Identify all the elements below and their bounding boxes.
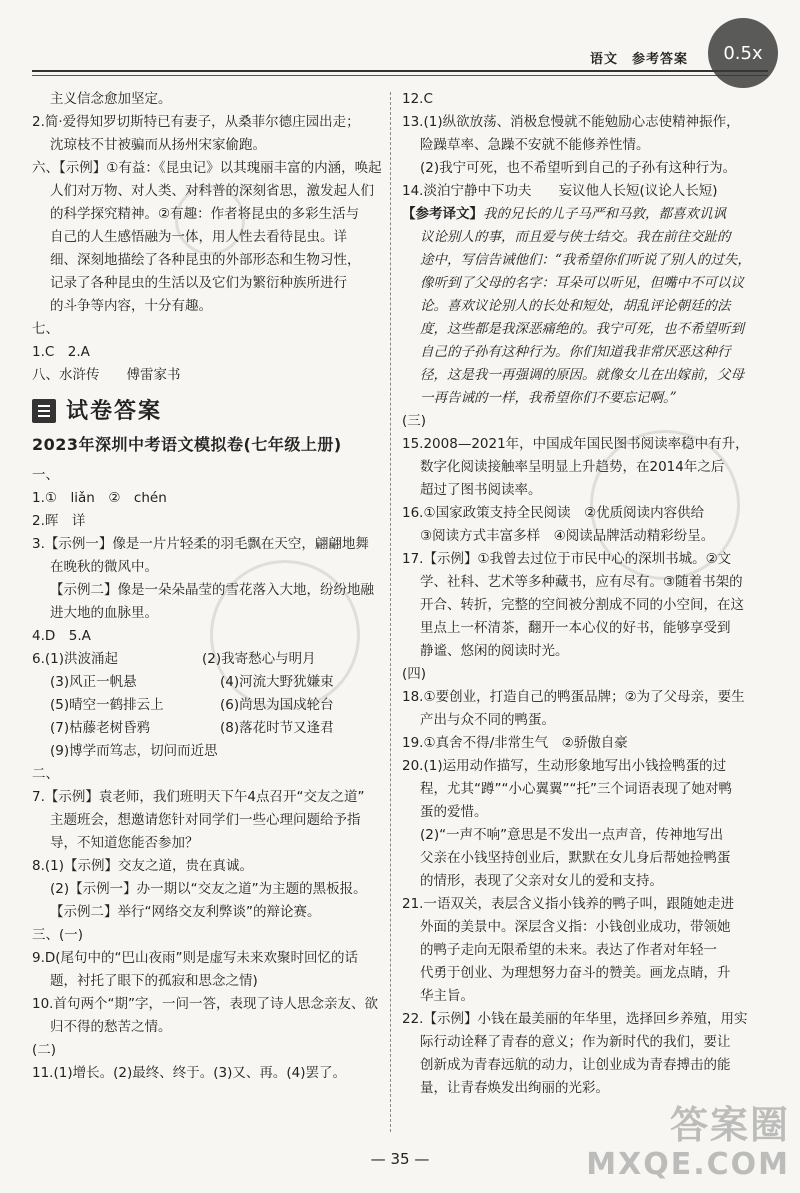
header-text: 语文 参考答案 <box>589 52 688 67</box>
text-line: 12.C <box>402 91 433 107</box>
column-divider <box>390 92 391 1132</box>
text-line: 里点上一杯清茶，翻开一本心仪的好书，能够享受到 <box>420 620 731 636</box>
text-line: (二) <box>32 1042 57 1058</box>
answer-row <box>32 694 382 717</box>
text-line: 二、 <box>32 766 59 782</box>
text-line: 量，让青春焕发出绚丽的光彩。 <box>420 1080 609 1096</box>
text-line: 的情形，表现了父亲对女儿的爱和支持。 <box>420 873 663 889</box>
header-rule <box>32 70 768 72</box>
text-line: 导，不知道您能否参加？ <box>50 835 199 851</box>
translation-line: 像听到了父母的名字：耳朵可以听见，但嘴中不可以议 <box>420 275 744 291</box>
text-line: 18.①要创业，打造自己的鸭蛋品牌；②为了父母亲，要生 <box>402 689 745 705</box>
text-line: 1.C 2.A <box>32 344 90 360</box>
text-line: 程，尤其“蹲”“小心翼翼”“托”三个词语表现了她对鸭 <box>420 781 732 797</box>
exam-title: 2023年深圳中考语文模拟卷(七年级上册) <box>32 435 342 454</box>
translation-line: 论。喜欢议论别人的长处和短处，胡乱评论朝廷的法 <box>420 298 731 314</box>
text-line: (三) <box>402 413 427 429</box>
text-line: 进大地的血脉里。 <box>50 605 158 621</box>
right-column <box>402 88 774 1100</box>
text-line: 【示例二】像是一朵朵晶莹的雪花落入大地，纷纷地融 <box>50 582 374 598</box>
document-icon <box>32 399 56 423</box>
playback-speed-button[interactable]: 0.5x <box>708 18 778 88</box>
section-title: 试卷答案 <box>32 399 382 423</box>
text-line: 20.(1)运用动作描写，生动形象地写出小钱捡鸭蛋的过 <box>402 758 727 774</box>
text-line: 4.D 5.A <box>32 628 91 644</box>
translation-line: 一再告诫的一样，我希望你们不要忘记啊。” <box>420 390 677 406</box>
text-line: ③阅读方式丰富多样 ④阅读品牌活动精彩纷呈。 <box>420 528 715 544</box>
text-line: (2)“一声不响”意思是不发出一点声音，传神地写出 <box>420 827 724 843</box>
left-column <box>32 88 382 1085</box>
text-line: (2)【示例一】办一期以“交友之道”为主题的黑板报。 <box>50 881 367 897</box>
text-line: 三、(一) <box>32 927 84 943</box>
text-line: 2.晖 详 <box>32 513 86 529</box>
text-line: 17.【示例】①我曾去过位于市民中心的深圳书城。②文 <box>402 551 732 567</box>
watermark-logo: 答案圈 MXQE.COM <box>586 1103 790 1182</box>
text-line: (9)博学而笃志，切问而近思 <box>50 743 218 759</box>
text-line: 的科学探究精神。②有趣：作者将昆虫的多彩生活与 <box>50 206 360 222</box>
text-line: 数字化阅读接触率呈明显上升趋势，在2014年之后 <box>420 459 725 475</box>
text-line: 险躁草率、急躁不安就不能修养性情。 <box>420 137 650 153</box>
text-line: 3.【示例一】像是一片片轻柔的羽毛飘在天空，翩翩地舞 <box>32 536 369 552</box>
text-line: 一、 <box>32 467 59 483</box>
translation-block <box>402 203 774 410</box>
text-line: 人们对万物、对人类、对科普的深刻省思，激发起人们 <box>50 183 374 199</box>
left-body-block <box>32 464 382 648</box>
text-line: 华主旨。 <box>420 988 474 1004</box>
text-line: 2.简·爱得知罗切斯特已有妻子，从桑菲尔德庄园出走； <box>32 114 360 130</box>
text-line: 归不得的愁苦之情。 <box>50 1019 172 1035</box>
text-line: (2)我宁可死，也不希望听到自己的子孙有这种行为。 <box>420 160 737 176</box>
right-top-block <box>402 88 774 203</box>
translation-line: 议论别人的事，而且爱与侠士结交。我在前往交趾的 <box>420 229 731 245</box>
right-rest-block <box>402 410 774 1100</box>
text-line: 21.一语双关，表层含义指小钱养的鸭子叫，跟随她走进 <box>402 896 734 912</box>
text-line: 自己的人生感悟融为一体，用人性去看待昆虫。详 <box>50 229 347 245</box>
text-line: 静谧、悠闲的阅读时光。 <box>420 643 569 659</box>
answer-cell: (6)尚思为国戍轮台 <box>220 697 334 713</box>
text-line: 15.2008—2021年，中国成年国民图书阅读率稳中有升， <box>402 436 749 452</box>
text-line: 7.【示例】袁老师，我们班明天下午4点召开“交友之道” <box>32 789 365 805</box>
translation-line: 度，这些都是我深恶痛绝的。我宁可死，也不希望听到 <box>420 321 744 337</box>
translation-line: 【参考译文】我的兄长的儿子马严和马敦，都喜欢讥讽 <box>402 206 726 222</box>
text-line: 产出与众不同的鸭蛋。 <box>420 712 555 728</box>
answer-cell: (3)风正一帆悬 <box>50 674 137 690</box>
page-header <box>32 44 768 74</box>
answer-row <box>32 717 382 740</box>
text-line: 1.① liǎn ② chén <box>32 490 167 506</box>
text-line: 的斗争等内容，十分有趣。 <box>50 298 212 314</box>
answer-cell: (2)我寄愁心与明月 <box>202 651 316 667</box>
text-line: 创新成为青春远航的动力，让创业成为青春搏击的能 <box>420 1057 731 1073</box>
answer-row <box>32 648 382 671</box>
text-line: 16.①国家政策支持全民阅读 ②优质阅读内容供给 <box>402 505 705 521</box>
text-line: 22.【示例】小钱在最美丽的年华里，选择回乡养殖，用实 <box>402 1011 748 1027</box>
text-line: 【示例二】举行“网络交友利弊谈”的辩论赛。 <box>50 904 321 920</box>
text-line: 际行动诠释了青春的意义；作为新时代的我们，要让 <box>420 1034 731 1050</box>
text-line: 题，衬托了眼下的孤寂和思念之情) <box>50 973 258 989</box>
translation-line: 径，这是我一再强调的原因。就像女儿在出嫁前，父母 <box>420 367 744 383</box>
text-line: 记录了各种昆虫的生活以及它们为繁衍种族所进行 <box>50 275 347 291</box>
answer-cell: (5)晴空一鹤排云上 <box>50 697 164 713</box>
left-top-block <box>32 88 382 387</box>
translation-label: 【参考译文】 <box>402 206 483 222</box>
text-line: 的鸭子走向无限希望的未来。表达了作者对年轻一 <box>420 942 717 958</box>
header-rule-thin <box>32 75 768 76</box>
text-line: (四) <box>402 666 427 682</box>
text-line: 八、水浒传 傅雷家书 <box>32 367 181 383</box>
text-line: 细、深刻地描绘了各种昆虫的外部形态和生物习性， <box>50 252 361 268</box>
translation-line: 自己的子孙有这种行为。你们知道我非常厌恶这种行 <box>420 344 731 360</box>
answer-cell: (7)枯藤老树昏鸦 <box>50 720 151 736</box>
text-line: 在晚秋的微风中。 <box>50 559 158 575</box>
text-line: 13.(1)纵欲放荡、消极怠慢就不能勉励心志使精神振作， <box>402 114 740 130</box>
translation-line: 途中，写信告诫他们：“我希望你们听说了别人的过失， <box>420 252 751 268</box>
answer-cell: (4)河流大野犹嫌束 <box>220 674 334 690</box>
question-6-block <box>32 648 382 740</box>
text-line: 学、社科、艺术等多种藏书，应有尽有。③随着书架的 <box>420 574 743 590</box>
text-line: 8.(1)【示例】交友之道，贵在真诚。 <box>32 858 254 874</box>
text-line: 外面的美景中。深层含义指：小钱创业成功，带领她 <box>420 919 731 935</box>
page-number: — 35 — <box>370 1150 430 1168</box>
left-tail-block <box>32 740 382 1085</box>
text-line: 超过了图书阅读率。 <box>420 482 542 498</box>
answer-cell: (8)落花时节又逢君 <box>220 720 334 736</box>
text-line: 19.①真舍不得/非常生气 ②骄傲自豪 <box>402 735 628 751</box>
answer-cell: 6.(1)洪波涌起 <box>32 651 119 667</box>
text-line: 开合、转折，完整的空间被分割成不同的小空间，在这 <box>420 597 744 613</box>
text-line: 9.D(尾句中的“巴山夜雨”则是虚写未来欢聚时回忆的话 <box>32 950 359 966</box>
text-line: 主义信念愈加坚定。 <box>50 91 172 107</box>
text-line: 沈琼枝不甘被骗而从扬州宋家偷跑。 <box>50 137 266 153</box>
text-line: 主题班会，想邀请您针对同学们一些心理问题给予指 <box>50 812 361 828</box>
text-line: 蛋的爱惜。 <box>420 804 488 820</box>
text-line: 代勇于创业、为理想努力奋斗的赞美。画龙点睛，升 <box>420 965 731 981</box>
text-line: 六、【示例】①有益：《昆虫记》以其瑰丽丰富的内涵，唤起 <box>32 160 382 176</box>
text-line: 七、 <box>32 321 59 337</box>
text-line: 父亲在小钱坚持创业后，默默在女儿身后帮她捡鸭蛋 <box>420 850 731 866</box>
text-line: 14.淡泊宁静中下功夫 妄议他人长短(议论人长短) <box>402 183 718 199</box>
text-line: 10.首句两个“期”字，一问一答，表现了诗人思念亲友、欲 <box>32 996 378 1012</box>
text-line: 11.(1)增长。(2)最终、终于。(3)又、再。(4)罢了。 <box>32 1065 346 1081</box>
answer-row <box>32 671 382 694</box>
